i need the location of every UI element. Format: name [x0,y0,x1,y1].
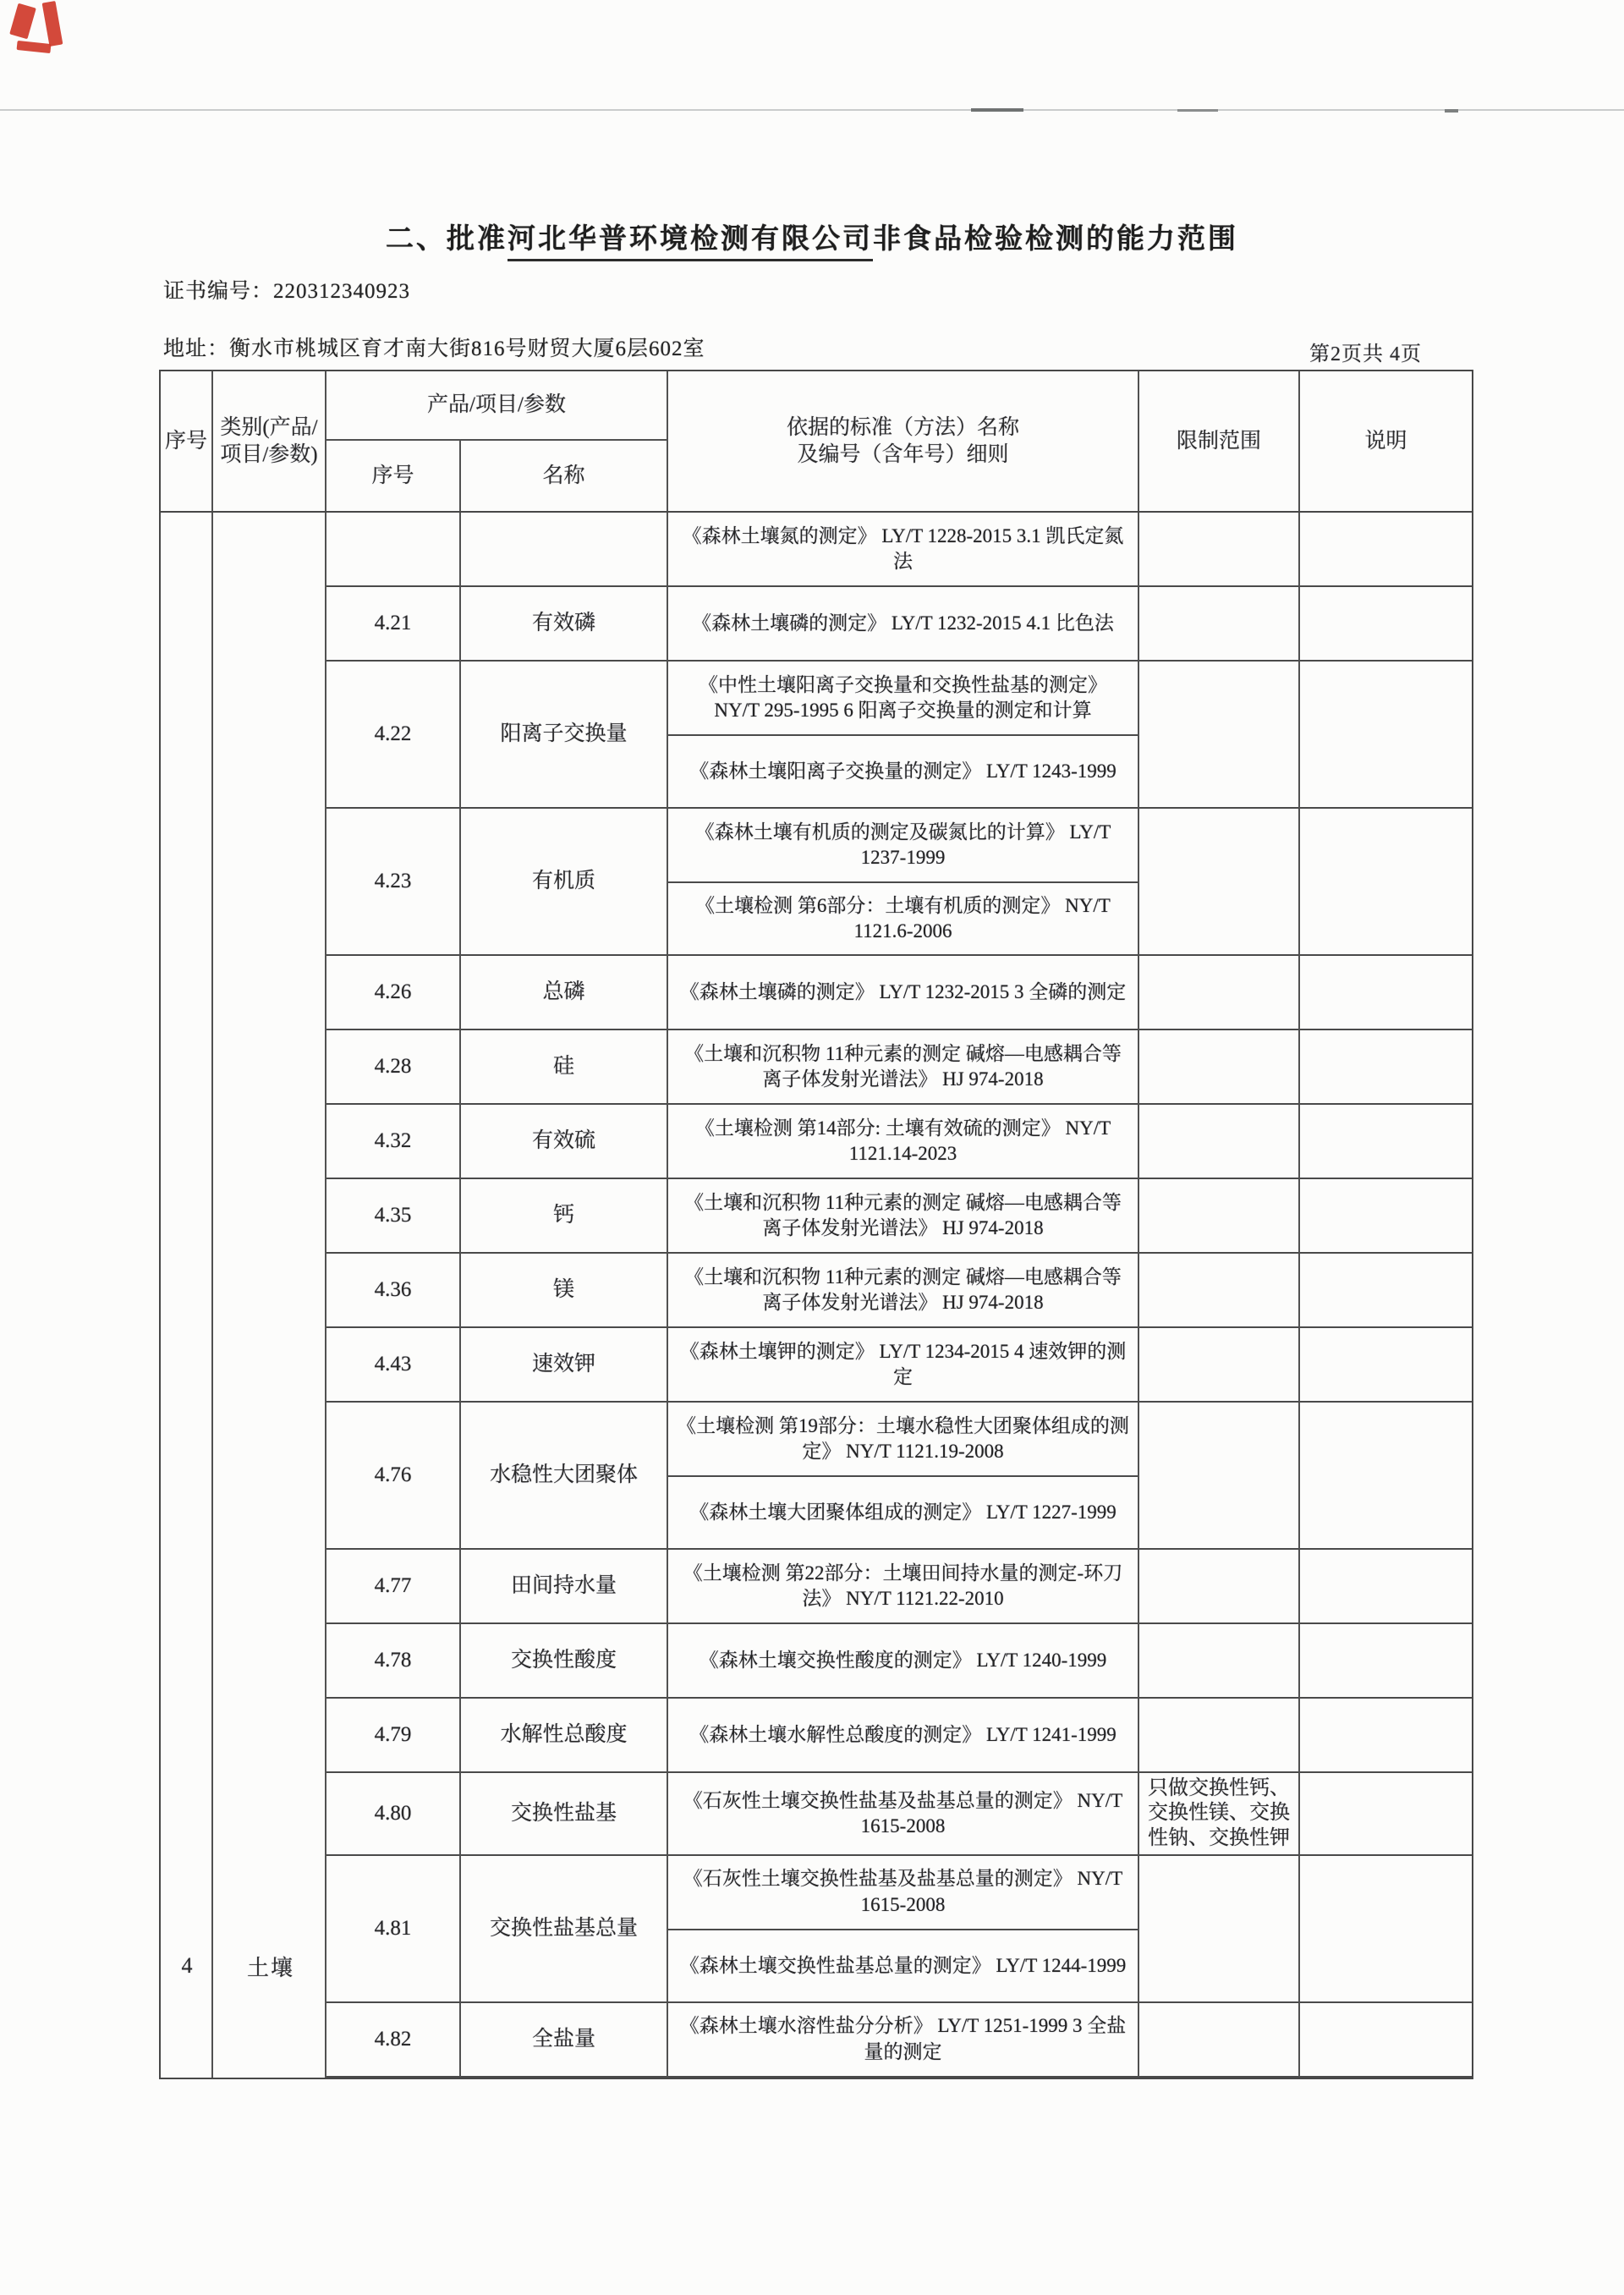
row-param-name: 水稳性大团聚体 [461,1403,668,1550]
row-param-name: 交换性酸度 [461,1624,668,1699]
category-column-spacer [213,809,326,956]
header-seq: 序号 [161,371,213,511]
table-row [161,1550,1472,1624]
page-indicator: 第2页共 4页 [1309,343,1422,365]
row-note [1300,956,1472,1030]
standard-text: 《森林土壤有机质的测定及碳氮比的计算》 LY/T 1237-1999 [694,821,1111,868]
standard-text: 《森林土壤氮的测定》 LY/T 1228-2015 3.1 凯氏定氮法 [682,524,1124,572]
seq-column-spacer [161,1550,213,1624]
seq-column-spacer [161,956,213,1030]
row-limit-scope [1139,1105,1300,1179]
standard-text: 《森林土壤磷的测定》 LY/T 1232-2015 3 全磷的测定 [679,980,1127,1002]
row-sub-seq: 4.28 [326,1030,461,1105]
header-product-group: 产品/项目/参数 [326,371,668,441]
row-note [1300,1254,1472,1328]
row-sub-seq: 4.23 [326,809,461,956]
table-row [161,956,1472,1030]
standard-text: 《森林土壤阳离子交换量的测定》 LY/T 1243-1999 [668,734,1138,807]
row-param-name: 钙 [461,1179,668,1254]
row-sub-seq: 4.80 [326,1773,461,1856]
table-row [161,1254,1472,1328]
row-sub-seq: 4.26 [326,956,461,1030]
standard-text: 《森林土壤交换性酸度的测定》 LY/T 1240-1999 [699,1649,1107,1671]
table-row [161,662,1472,809]
row-note [1300,1856,1472,2003]
table-row [161,587,1472,662]
row-standards-cell [668,1550,1139,1624]
table-body [161,513,1472,2078]
table-row [161,1624,1472,1699]
row-limit-scope [1139,1699,1300,1773]
standard-text: 《土壤检测 第19部分：土壤水稳性大团聚体组成的测定》 NY/T 1121.19-2008 [677,1414,1129,1462]
row-param-name: 速效钾 [461,1328,668,1403]
seq-column-spacer [161,1699,213,1773]
row-param-name: 水解性总酸度 [461,1699,668,1773]
category-column-spacer [213,1624,326,1699]
header-note: 说明 [1364,429,1407,453]
table-row [161,1030,1472,1105]
standard-text: 《森林土壤磷的测定》 LY/T 1232-2015 4.1 比色法 [692,612,1114,634]
row-sub-seq: 4.32 [326,1105,461,1179]
category-name-cell: 土壤 [246,1955,294,1980]
row-note [1300,1328,1472,1403]
red-stamp-fragment [9,3,36,40]
header-standard [668,371,1139,511]
header-category: 类别(产品/项目/参数) [213,371,326,511]
table-row [161,1773,1472,1856]
scan-top-rule-dark-segment [971,108,1023,112]
row-param-name: 硅 [461,1030,668,1105]
row-note [1300,1403,1472,1550]
row-param-name: 田间持水量 [461,1550,668,1624]
row-limit-scope [1139,513,1300,587]
standard-text: 《土壤和沉积物 11种元素的测定 碱熔—电感耦合等离子体发射光谱法》 HJ 974-2018 [684,1266,1122,1313]
header-standard-line1: 依据的标准（方法）名称 [786,416,1019,440]
table-row [161,1328,1472,1403]
table-row [161,1699,1472,1773]
row-note [1300,662,1472,809]
category-column-spacer [213,1550,326,1624]
row-standards-cell [668,809,1139,956]
seq-column-spacer [161,1328,213,1403]
seq-column-spacer [161,1105,213,1179]
certificate-number-line [163,274,410,305]
row-param-name: 镁 [461,1254,668,1328]
row-sub-seq: 4.22 [326,662,461,809]
category-column-spacer [213,513,326,587]
row-standards-cell [668,513,1139,587]
row-note [1300,1030,1472,1105]
category-column-spacer [213,1773,326,1856]
document-title [0,217,1624,256]
row-note [1300,2003,1472,2078]
row-note [1300,1179,1472,1254]
row-sub-seq: 4.81 [326,1856,461,2003]
row-note [1300,1699,1472,1773]
row-sub-seq: 4.78 [326,1624,461,1699]
row-limit-scope [1139,1856,1300,2003]
table-row [161,2003,1472,2078]
seq-column-spacer [161,1624,213,1699]
address-value: 衡水市桃城区育才南大街816号财贸大厦6层602室 [229,338,705,360]
row-param-name: 阳离子交换量 [461,662,668,809]
row-note [1300,1624,1472,1699]
table-row [161,513,1472,587]
row-sub-seq: 4.82 [326,2003,461,2078]
red-stamp-fragment [17,41,52,53]
seq-column-spacer [161,1403,213,1550]
category-column-spacer [213,1403,326,1550]
standard-text: 《石灰性土壤交换性盐基及盐基总量的测定》 NY/T 1615-2008 [683,1868,1123,1915]
row-sub-seq: 4.36 [326,1254,461,1328]
row-limit-scope [1139,662,1300,809]
scan-top-rule [0,109,1624,111]
row-standards-cell [668,587,1139,662]
row-param-name: 交换性盐基 [461,1773,668,1856]
row-limit-scope [1139,2003,1300,2078]
row-limit-scope [1139,1030,1300,1105]
certificate-number-value: 220312340923 [273,280,411,303]
title-prefix: 二、批准 [386,224,508,255]
row-limit-scope [1139,1254,1300,1328]
seq-column-spacer [161,1179,213,1254]
table-row [161,1105,1472,1179]
row-standards-cell [668,2003,1139,2078]
row-note [1300,513,1472,587]
category-column-spacer [213,1328,326,1403]
standard-text: 《森林土壤交换性盐基总量的测定》 LY/T 1244-1999 [668,1929,1138,2001]
address-line [163,332,705,362]
row-standards-cell [668,1030,1139,1105]
seq-column-spacer [161,587,213,662]
row-standards-cell [668,1624,1139,1699]
row-limit-scope [1139,1328,1300,1403]
seq-column-spacer [161,1254,213,1328]
category-column-spacer [213,2003,326,2078]
table-row [161,809,1472,956]
category-seq-cell: 4 [181,1953,193,1978]
standard-text: 《森林土壤水溶性盐分分析》 LY/T 1251-1999 3 全盐量的测定 [679,2015,1127,2062]
row-note [1300,1105,1472,1179]
table-row [161,1403,1472,1550]
standard-text: 《中性土壤阳离子交换量和交换性盐基的测定》 NY/T 295-1995 6 阳离子交换量的测定和计算 [699,673,1107,721]
row-standards-cell [668,1179,1139,1254]
row-limit-scope [1139,1550,1300,1624]
title-company-underlined: 河北华普环境检测有限公司 [508,224,873,261]
header-limit: 限制范围 [1139,371,1300,511]
row-param-name: 全盐量 [461,2003,668,2078]
table-row [161,1856,1472,2003]
row-limit-scope [1139,809,1300,956]
row-sub-seq: 4.21 [326,587,461,662]
row-limit-scope [1139,956,1300,1030]
category-column-spacer [213,1030,326,1105]
row-param-name [461,513,668,587]
row-limit-scope [1139,587,1300,662]
row-limit-scope: 只做交换性钙、交换性镁、交换性钠、交换性钾 [1139,1773,1300,1856]
row-param-name: 有机质 [461,809,668,956]
standard-text: 《土壤检测 第22部分：土壤田间持水量的测定-环刀法》 NY/T 1121.22-2010 [683,1562,1123,1609]
category-column-spacer [213,956,326,1030]
row-standards-cell [668,1328,1139,1403]
header-sub-name: 名称 [461,441,668,511]
capability-scope-table [159,370,1473,2079]
row-sub-seq [326,513,461,587]
category-column-spacer [213,1254,326,1328]
category-column-spacer [213,1699,326,1773]
standard-text: 《石灰性土壤交换性盐基及盐基总量的测定》 NY/T 1615-2008 [683,1789,1123,1837]
standard-text: 《森林土壤大团聚体组成的测定》 LY/T 1227-1999 [668,1475,1138,1548]
row-standards-cell [668,956,1139,1030]
address-label: 地址： [163,338,230,360]
standard-text: 《土壤和沉积物 11种元素的测定 碱熔—电感耦合等离子体发射光谱法》 HJ 974-2018 [684,1191,1122,1238]
row-sub-seq: 4.79 [326,1699,461,1773]
table-header [161,371,1472,513]
seq-column-spacer [161,2003,213,2078]
red-stamp-fragment [42,1,63,47]
standard-text: 《森林土壤钾的测定》 LY/T 1234-2015 4 速效钾的测定 [679,1340,1127,1387]
row-note [1300,809,1472,956]
row-sub-seq: 4.76 [326,1403,461,1550]
row-limit-scope [1139,1403,1300,1550]
row-standards-cell [668,662,1139,809]
row-limit-scope [1139,1179,1300,1254]
row-standards-cell [668,1105,1139,1179]
standard-text: 《森林土壤水解性总酸度的测定》 LY/T 1241-1999 [689,1723,1116,1745]
row-param-name: 交换性盐基总量 [461,1856,668,2003]
header-standard-line2: 及编号（含年号）细则 [797,442,1009,466]
row-sub-seq: 4.77 [326,1550,461,1624]
category-column-spacer [213,1105,326,1179]
row-standards-cell [668,1699,1139,1773]
standard-text: 《土壤和沉积物 11种元素的测定 碱熔—电感耦合等离子体发射光谱法》 HJ 974-2018 [684,1042,1122,1090]
seq-column-spacer [161,662,213,809]
seq-column-spacer [161,1030,213,1105]
table-row [161,1179,1472,1254]
row-standards-cell [668,1856,1139,2003]
seq-column-spacer [161,1773,213,1856]
standard-text: 《土壤检测 第6部分：土壤有机质的测定》 NY/T 1121.6-2006 [668,881,1138,954]
category-column-spacer [213,662,326,809]
row-standards-cell [668,1773,1139,1856]
row-param-name: 有效磷 [461,587,668,662]
scan-top-rule-dark-segment [1445,109,1458,113]
category-column-spacer [213,1179,326,1254]
row-note [1300,1773,1472,1856]
row-sub-seq: 4.35 [326,1179,461,1254]
row-standards-cell [668,1403,1139,1550]
certificate-number-label: 证书编号： [163,280,274,303]
header-sub-seq: 序号 [326,441,461,511]
seq-column-spacer [161,809,213,956]
title-suffix: 非食品检验检测的能力范围 [873,224,1238,255]
category-column-spacer [213,587,326,662]
scan-top-rule-dark-segment [1177,109,1218,112]
standard-text: 《土壤检测 第14部分: 土壤有效硫的测定》 NY/T 1121.14-2023 [694,1117,1111,1164]
row-limit-scope [1139,1624,1300,1699]
row-param-name: 有效硫 [461,1105,668,1179]
row-sub-seq: 4.43 [326,1328,461,1403]
row-note [1300,587,1472,662]
row-param-name: 总磷 [461,956,668,1030]
row-standards-cell [668,1254,1139,1328]
seq-column-spacer [161,513,213,587]
row-note [1300,1550,1472,1624]
